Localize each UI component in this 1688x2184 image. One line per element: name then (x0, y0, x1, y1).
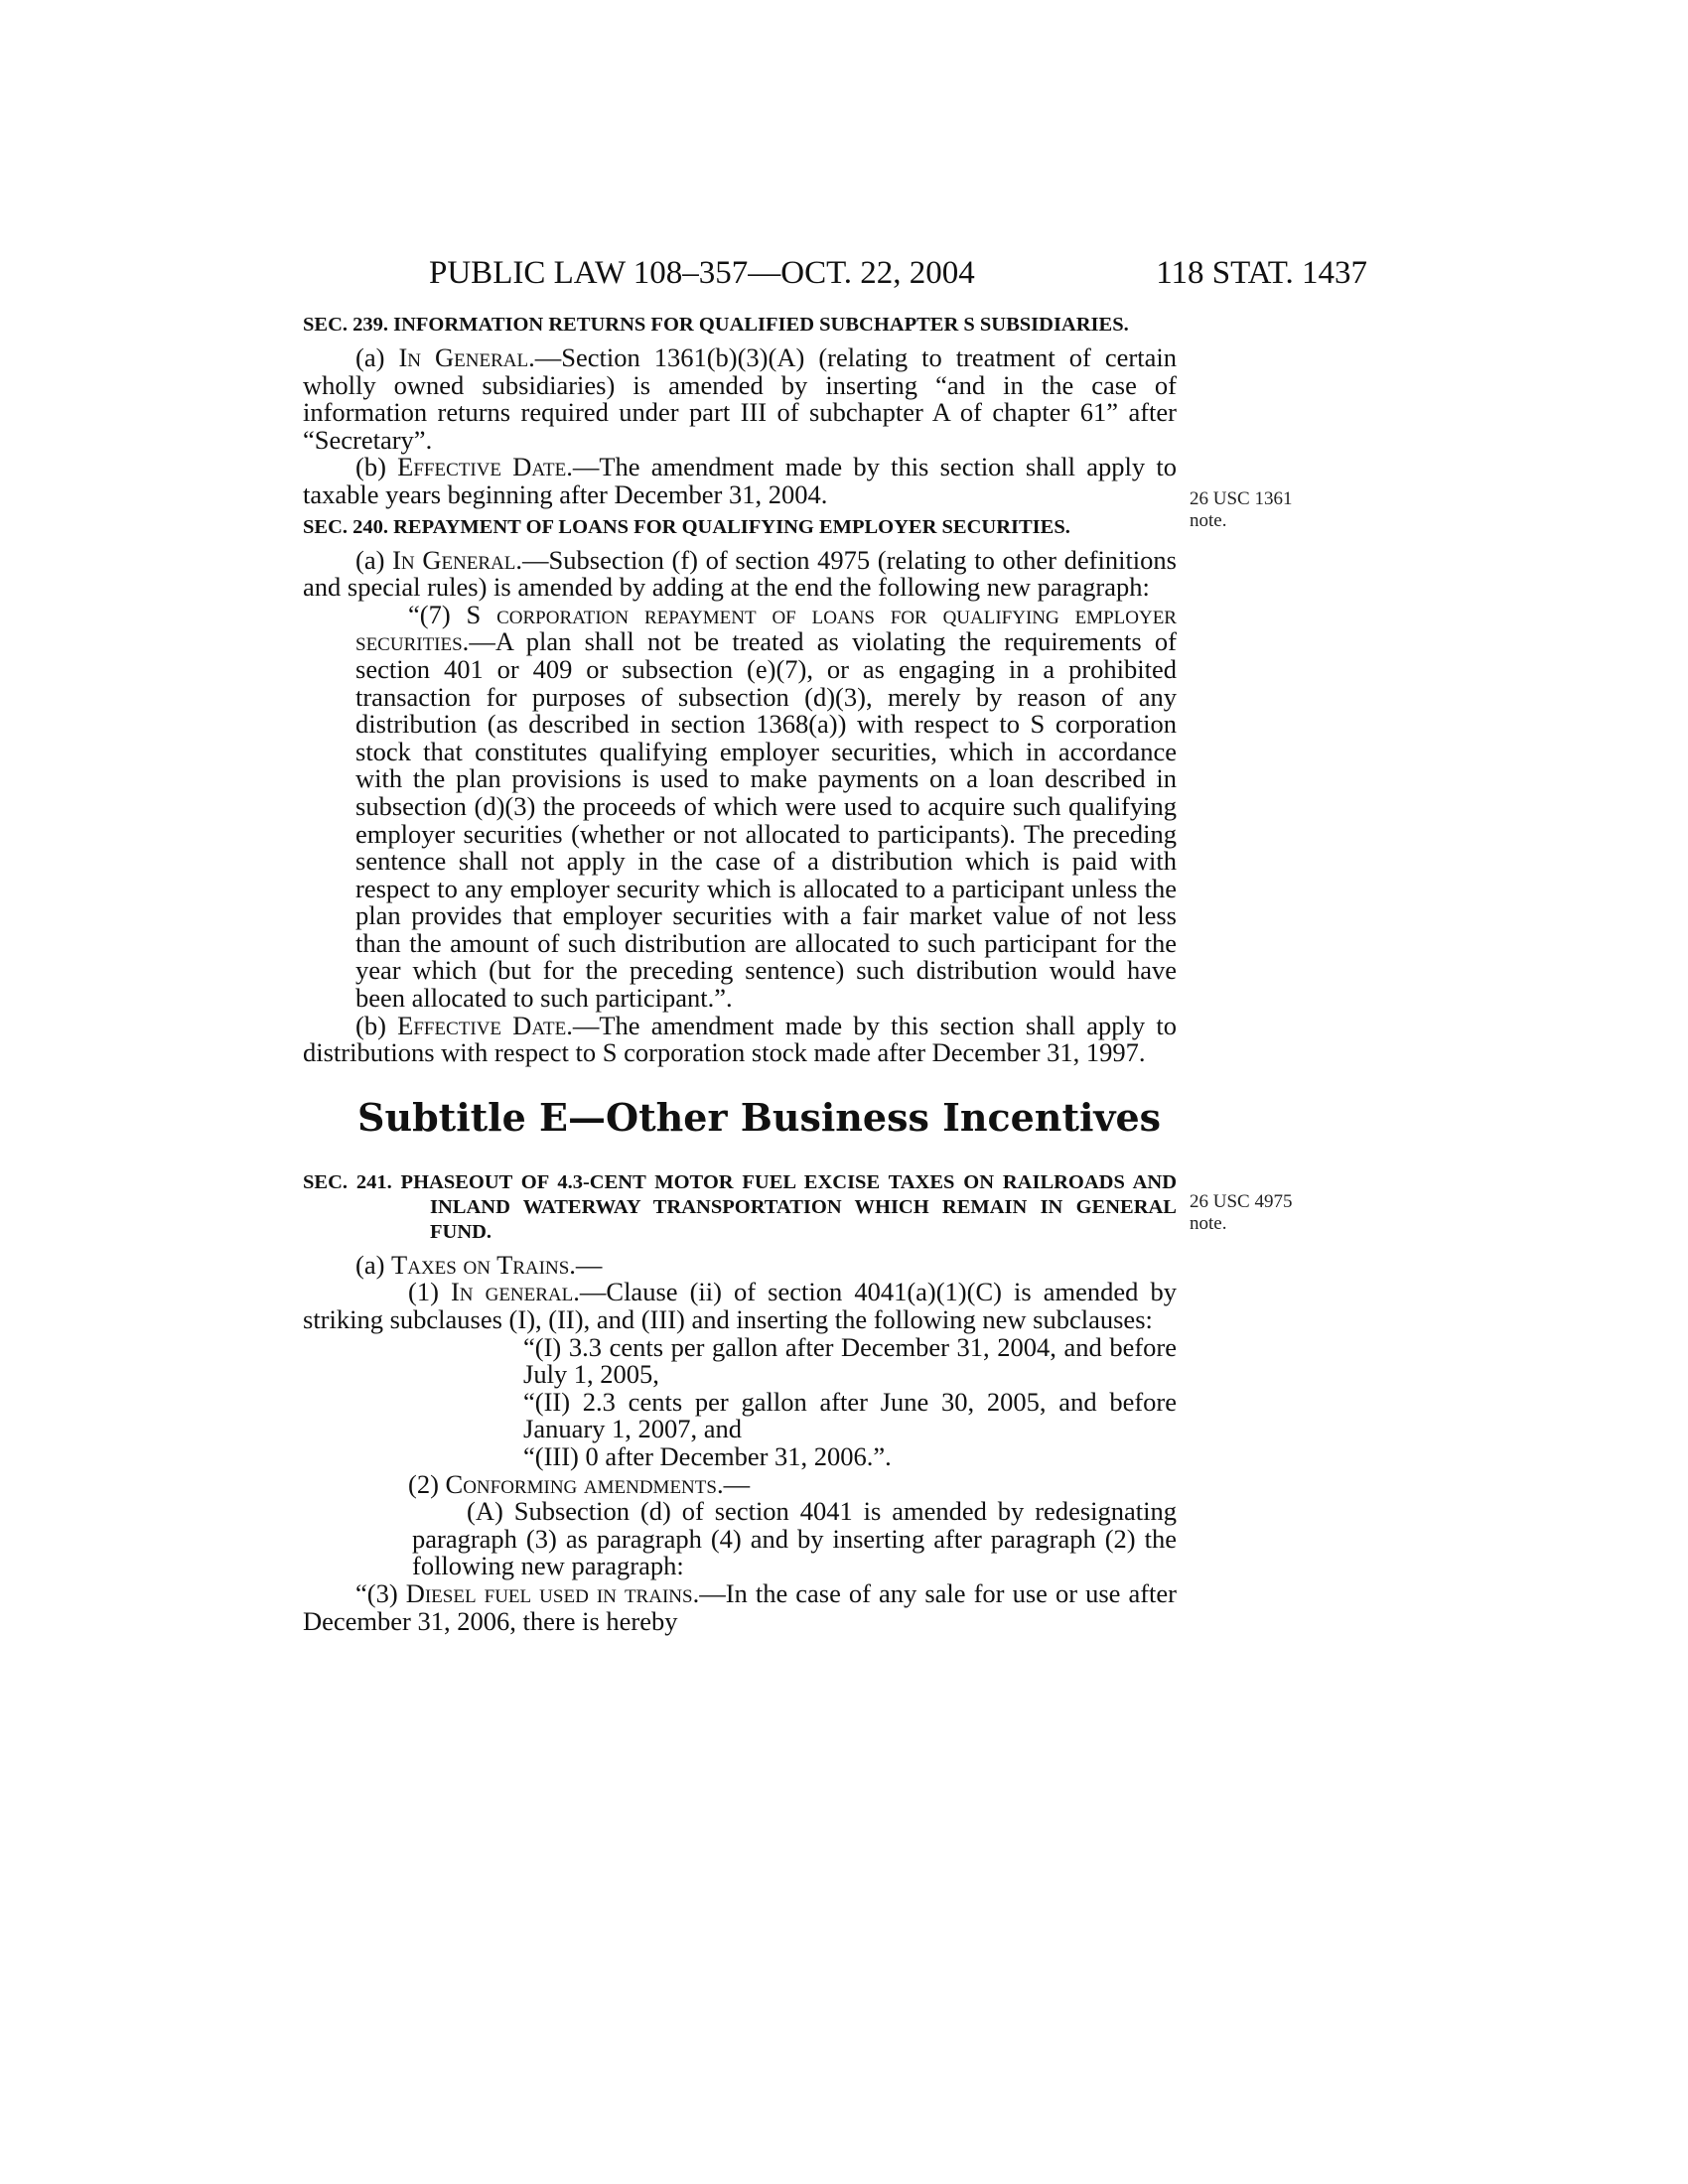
quoted-paragraph-7: “(7) S corporation repayment of loans for qualifying employer securities.—A plan shall not be treated as violating the requirements of section 401 or 409 or subsection (e)(7), or as engaging in a prohibited transaction for purposes of subsection (d)(3), merely by reason of any distribution (as described in section 1368(a)) with respect to S corporation stock that constitutes qualifying employer securities, which in accordance with the plan provisions is used to make payments on a loan described in subsection (d)(3) the proceeds of which were used to acquire such qualifying employer securities (whether or not allocated to participants). The preceding sentence shall not apply in the case of a distribution which is paid with respect to any employer security which is allocated to a participant unless the plan provides that employer securities with a fair market value of not less than the amount of such distribution are allocated to such participant for the year which (but for the preceding sentence) such distribution would have been allocated to such participant.”. (355, 599, 1177, 1014)
caption: Conforming amendments. (445, 1468, 724, 1499)
section-241-subsection-a: (a) Taxes on Trains.— (355, 1249, 603, 1280)
caption: Effective Date. (397, 1010, 573, 1040)
caption: Diesel fuel used in trains. (405, 1577, 700, 1608)
section-241-paragraph-2: (2) Conforming amendments.— (408, 1468, 751, 1499)
caption: In General. (392, 544, 523, 575)
section-240-subsection-a: (a) In General.—Subsection (f) of section 4975 (relating to other definitions and special rules) is amended by adding at the end the following new paragraph: (303, 544, 1177, 603)
section-239-subsection-a: (a) In General.—Section 1361(b)(3)(A) (relating to treatment of certain wholly owned subsidiaries) is amended by inserting “and in the case of information returns required under part III of subchapter A of chapter 61” after “Secretary”. (303, 342, 1177, 455)
margin-note-26-usc-4975: 26 USC 4975 note. (1190, 1191, 1293, 1234)
running-head: PUBLIC LAW 108–357—OCT. 22, 2004 (429, 255, 975, 291)
subclause-II: “(II) 2.3 cents per gallon after June 30, 2005, and before January 1, 2007, and (523, 1386, 1177, 1444)
quoted-paragraph-3: “(3) Diesel fuel used in trains.—In the case of any sale for use or use after December 31, 2006, there is hereby (303, 1577, 1177, 1636)
caption: Effective Date. (397, 452, 573, 482)
section-241-heading: SEC. 241. PHASEOUT OF 4.3-CENT MOTOR FUEL EXCISE TAXES ON RAILROADS AND INLAND WATERWAY TRANSPORTATION WHICH REMAIN IN GENERAL FUND. (303, 1170, 1177, 1243)
section-240-heading: SEC. 240. REPAYMENT OF LOANS FOR QUALIFYING EMPLOYER SECURITIES. (303, 515, 1070, 538)
caption: In General. (398, 342, 535, 372)
caption: Taxes on Trains. (391, 1249, 576, 1280)
margin-note-26-usc-1361: 26 USC 1361 note. (1190, 488, 1293, 531)
section-240-subsection-b: (b) Effective Date.—The amendment made by this section shall apply to distributions with respect to S corporation stock made after December 31, 1997. (303, 1010, 1177, 1068)
subclauses (303, 1331, 1177, 1471)
subclause-III: “(III) 0 after December 31, 2006.”. (523, 1441, 892, 1471)
page-number: 118 STAT. 1437 (1156, 255, 1367, 291)
section-239-subsection-b: (b) Effective Date.—The amendment made by this section shall apply to taxable years beginning after December 31, 2004. (303, 452, 1177, 509)
caption: In general. (450, 1277, 580, 1307)
caption: S corporation repayment of loans for qualifying employer securities. (355, 599, 1177, 657)
section-239-heading: SEC. 239. INFORMATION RETURNS FOR QUALIFIED SUBCHAPTER S SUBSIDIARIES. (303, 314, 1129, 336)
section-241-paragraph-1: (1) In general.—Clause (ii) of section 4041(a)(1)(C) is amended by striking subclauses (I), (II), and (III) and inserting the following new subclauses: (303, 1277, 1177, 1335)
subclause-I: “(I) 3.3 cents per gallon after December 31, 2004, and before July 1, 2005, (523, 1331, 1177, 1390)
document-body (303, 313, 1177, 1635)
section-241-subparagraph-A: (A) Subsection (d) of section 4041 is amended by redesignating paragraph (3) as paragraph (4) and by inserting after paragraph (2) the following new paragraph: (412, 1496, 1177, 1581)
subtitle-heading: Subtitle E—Other Business Incentives (357, 1094, 1162, 1140)
